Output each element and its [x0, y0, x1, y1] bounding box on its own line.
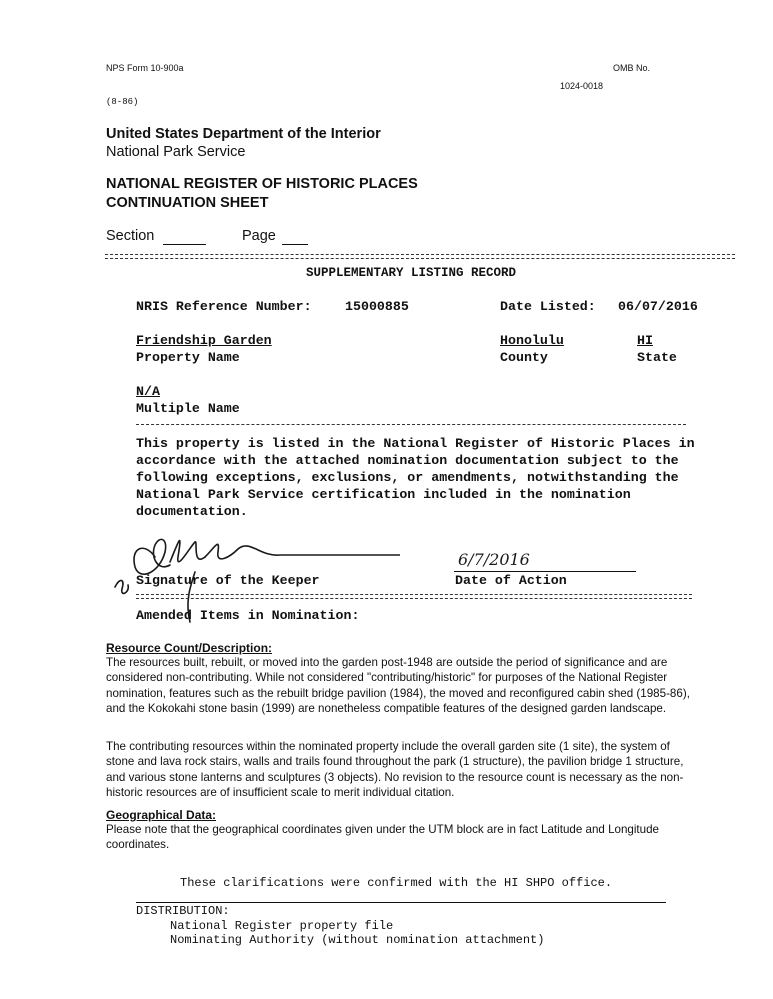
agency-name: National Park Service: [106, 144, 246, 160]
omb-label: OMB No.: [613, 63, 651, 73]
property-name-value: Friendship Garden: [136, 333, 272, 348]
geographical-paragraph: Please note that the geographical coordinates given under the UTM block are in fact Latitude and Longitude coordinates.: [106, 823, 660, 852]
page-title: NATIONAL REGISTER OF HISTORIC PLACES: [106, 176, 418, 192]
confirmation-note: These clarifications were confirmed with the HI SHPO office.: [180, 876, 613, 890]
record-heading: SUPPLEMENTARY LISTING RECORD: [306, 266, 517, 280]
date-of-action-label: Date of Action: [455, 573, 567, 588]
date-of-action-line: [454, 571, 636, 572]
header-separator-bottom: [105, 258, 735, 259]
distribution-rule: [136, 902, 666, 903]
resource-count-paragraph-2: The contributing resources within the nominated property include the overall garden site (1 site), the system of stone and lava rock stairs, walls and trails found throughout the park (1 structure), the pavilion bridge 1 structure, and various stone lanterns and sculptures (3 objects). No revision to the resource count is necessary as the non-historic resources are of insufficient scale to merit individual citation.: [106, 740, 684, 800]
resource-count-paragraph-1: The resources built, rebuilt, or moved into the garden post-1948 are outside the period of significance and are considered non-contributing. While not considered "contributing/historic" for purposes of the National Register nomination, features such as the rebuilt bridge pavilion (1984), the moved and reconfigured cabin shed (1985-86), and the Kokokahi stone basin (1999) are nonetheless compatible features of the designed garden landscape.: [106, 656, 690, 716]
date-of-action-handwritten: 6/7/2016: [458, 550, 530, 569]
county-value: Honolulu: [500, 333, 564, 348]
distribution-item: National Register property file: [170, 919, 394, 933]
section-blank: [163, 244, 206, 245]
state-label: State: [637, 350, 677, 365]
county-label: County: [500, 350, 548, 365]
resource-count-heading: Resource Count/Description:: [106, 641, 273, 655]
nris-value: 15000885: [345, 299, 409, 314]
distribution-label: DISTRIBUTION:: [136, 904, 230, 918]
multiple-name-label: Multiple Name: [136, 401, 240, 416]
state-value: HI: [637, 333, 653, 348]
page-subtitle: CONTINUATION SHEET: [106, 195, 269, 211]
department-name: United States Department of the Interior: [106, 126, 381, 142]
omb-number: 1024-0018: [560, 81, 604, 91]
form-number: NPS Form 10-900a: [106, 63, 184, 73]
form-date: (8-86): [106, 97, 139, 107]
page-blank: [282, 244, 308, 245]
listing-statement: This property is listed in the National Register of Historic Places in accordance with the attached nomination documentation subject to the following exceptions, exclusions, or amendments, notwithstanding the National Park Service certification included in the nomination documentation.: [136, 436, 695, 519]
amended-items-label: Amended Items in Nomination:: [136, 608, 360, 623]
date-listed-value: 06/07/2016: [618, 299, 698, 314]
amended-separator-bottom: [136, 598, 692, 599]
section-label: Section: [106, 228, 155, 244]
date-listed-label: Date Listed:: [500, 299, 596, 314]
statement-separator: [136, 424, 686, 425]
amended-separator-top: [136, 594, 692, 595]
header-separator-top: [105, 254, 735, 255]
page-label: Page: [242, 228, 276, 244]
distribution-item: Nominating Authority (without nomination attachment): [170, 933, 545, 947]
geographical-heading: Geographical Data:: [106, 808, 217, 822]
property-name-label: Property Name: [136, 350, 240, 365]
signature-label: Signature of the Keeper: [136, 573, 320, 588]
nris-label: NRIS Reference Number:: [136, 299, 312, 314]
multiple-name-value: N/A: [136, 384, 160, 399]
